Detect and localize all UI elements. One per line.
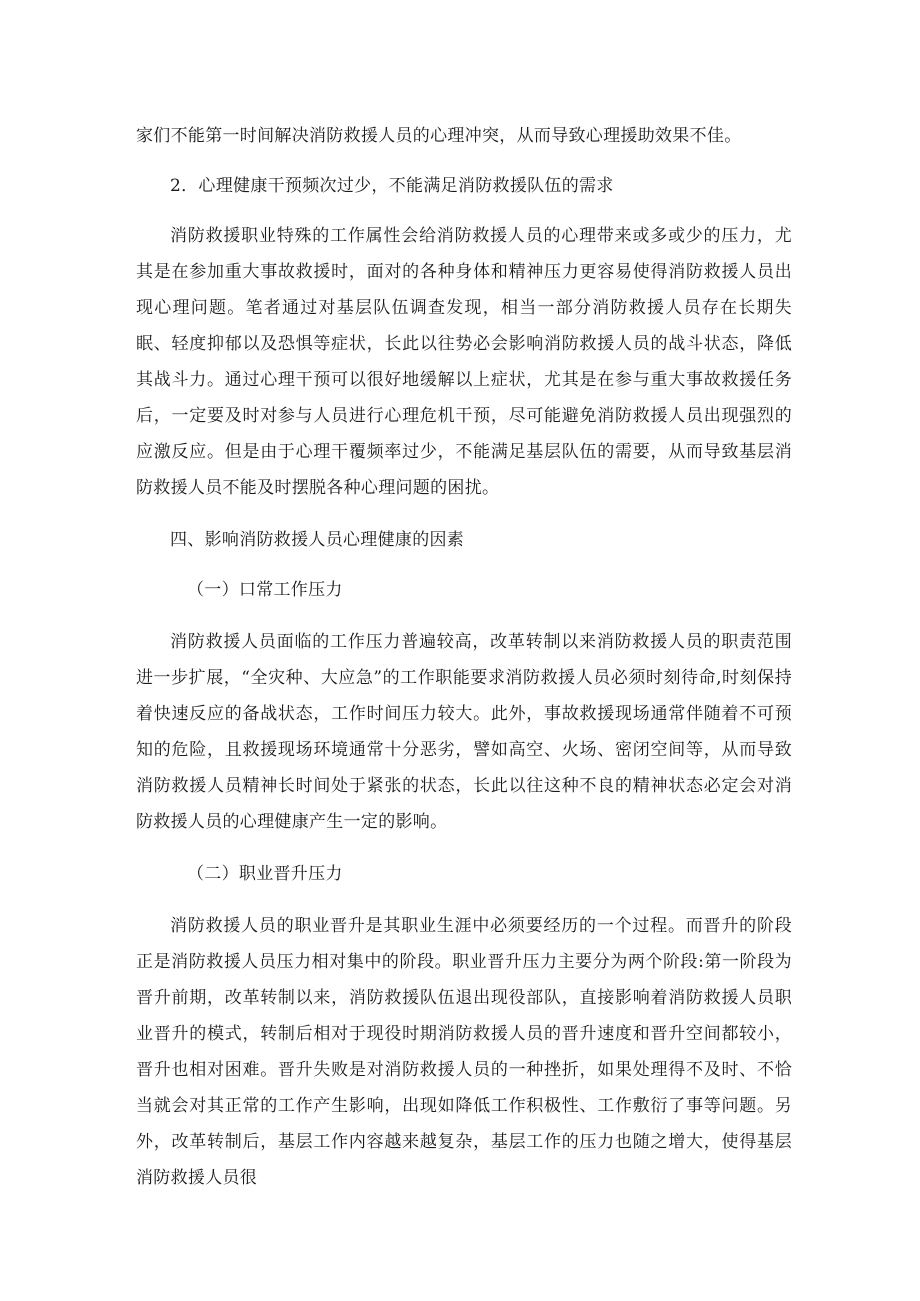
section-heading-4: 四、影响消防救援人员心理健康的因素	[170, 530, 465, 550]
subheading-daily-work-pressure: （一）口常工作压力	[187, 580, 343, 600]
continuation-paragraph: 家们不能第一时间解决消防救援人员的心理冲突，从而导致心理援助效果不佳。	[136, 126, 742, 146]
document-body	[136, 118, 792, 1212]
paragraph-intervention-frequency: 消防救援职业特殊的工作属性会给消防救援人员的心理带来或多或少的压力，尤其是在参加重大事故救援时，面对的各种身体和精神压力更容易使得消防救援人员出现心理问题。笔者通过对基层队伍调查发现，相当一部分消防救援人员存在长期失眠、轻度抑郁以及恐惧等症状，长此以往势必会影响消防救援人员的战斗状态，降低其战斗力。通过心理干预可以很好地缓解以上症状，尤其是在参与重大事故救援任务后，一定要及时对参与人员进行心理危机干预，尽可能避免消防救援人员出现强烈的应激反应。但是由于心理干覆频率过少，不能满足基层队伍的需要，从而导致基层消防救援人员不能及时摆脱各种心理问题的困扰。	[136, 226, 792, 498]
subheading-career-promotion-pressure: （二）职业晋升压力	[187, 864, 343, 884]
paragraph-career-promotion-pressure: 消防救援人员的职业晋升是其职业生涯中必须要经历的一个过程。而晋升的阶段正是消防救援人员压力相对集中的阶段。职业晋升压力主要分为两个阶段:第一阶段为晋升前期，改革转制以来，消防救援队伍退出现役部队，直接影响着消防救援人员职业晋升的模式，转制后相对于现役时期消防救援人员的晋升速度和晋升空间都较小，晋升也相对困难。晋升失败是对消防救援人员的一种挫折，如果处理得不及时、不恰当就会对其正常的工作产生影响，出现如降低工作积极性、工作敷衍了事等问题。另外，改革转制后，基层工作内容越来越复杂，基层工作的压力也随之增大，使得基层消防救援人员很	[136, 916, 792, 1188]
paragraph-daily-work-pressure: 消防救援人员面临的工作压力普遍较高，改革转制以来消防救援人员的职责范围进一步扩展，“全灾种、大应急”的工作职能要求消防救援人员必须时刻待命,时刻保持着快速反应的备战状态，工作时间压力较大。此外，事故救援现场通常伴随着不可预知的危险，且救援现场环境通常十分恶劣，譬如高空、火场、密闭空间等，从而导致消防救援人员精神长时间处于紧张的状态，长此以往这种不良的精神状态必定会对消防救援人员的心理健康产生一定的影响。	[136, 632, 792, 832]
subsection-heading-2: 2．心理健康干预频次过少，不能满足消防救援队伍的需求	[170, 176, 614, 196]
